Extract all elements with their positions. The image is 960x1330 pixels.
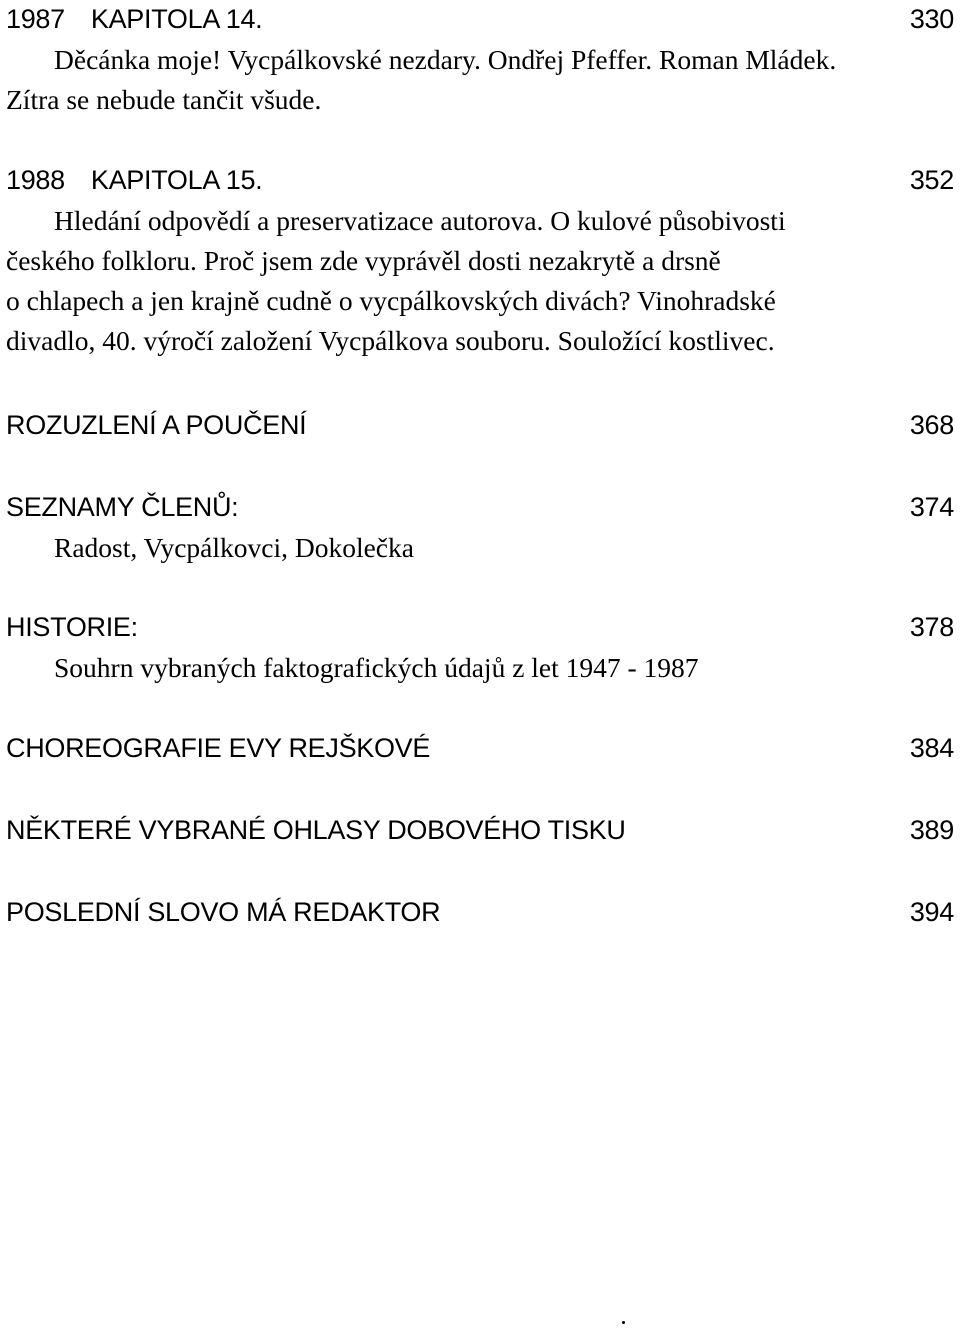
toc-heading-left xyxy=(6,2,262,36)
toc-title: HISTORIE: xyxy=(6,612,138,642)
toc-heading xyxy=(6,2,954,36)
toc-heading xyxy=(6,813,954,847)
toc-page-number: 378 xyxy=(909,612,954,642)
toc-title: KAPITOLA 15. xyxy=(90,165,263,195)
toc-heading xyxy=(6,490,954,524)
toc-entry-rozuzleni xyxy=(6,408,954,442)
toc-title: SEZNAMY ČLENŮ: xyxy=(6,492,239,522)
toc-entry-choreografie xyxy=(6,731,954,765)
toc-description-line: Hledání odpovědí a preservatizace autorova. O kulové působivosti xyxy=(54,205,786,236)
toc-entry-seznamy xyxy=(6,490,954,568)
toc-description-line: Děcánka moje! Vycpálkovské nezdary. Ondřej Pfeffer. Roman Mládek. xyxy=(54,44,837,75)
toc-heading xyxy=(6,610,954,644)
toc-title: POSLEDNÍ SLOVO MÁ REDAKTOR xyxy=(6,897,441,927)
toc-title: NĚKTERÉ VYBRANÉ OHLASY DOBOVÉHO TISKU xyxy=(6,815,626,845)
toc-heading-left xyxy=(6,163,262,197)
toc-entry-historie xyxy=(6,610,954,688)
toc-page-number: 374 xyxy=(909,492,954,522)
toc-year: 1988 xyxy=(6,165,65,195)
toc-description-line: českého folkloru. Proč jsem zde vyprávěl dosti nezakrytě a drsně xyxy=(6,245,721,276)
toc-entry-posledni-slovo xyxy=(6,895,954,929)
toc-page-number: 330 xyxy=(909,4,954,34)
toc-title: KAPITOLA 14. xyxy=(90,4,263,34)
toc-title: ROZUZLENÍ A POUČENÍ xyxy=(6,410,307,440)
toc-entry-ohlasy xyxy=(6,813,954,847)
toc-entry-chapter-14 xyxy=(6,2,954,120)
toc-page-number: 394 xyxy=(909,897,954,927)
toc-heading xyxy=(6,895,954,929)
stray-mark xyxy=(622,1321,625,1324)
toc-title: CHOREOGRAFIE EVY REJŠKOVÉ xyxy=(6,733,431,763)
toc-description-line: Radost, Vycpálkovci, Dokolečka xyxy=(54,532,414,563)
toc-description-line: o chlapech a jen krajně cudně o vycpálkovských divách? Vinohradské xyxy=(6,285,776,316)
toc-description-line: Zítra se nebude tančit všude. xyxy=(6,84,322,115)
toc-heading xyxy=(6,163,954,197)
toc-page-number: 352 xyxy=(909,165,954,195)
toc-page-number: 384 xyxy=(909,733,954,763)
toc-entry-chapter-15 xyxy=(6,163,954,361)
toc-page-number: 368 xyxy=(909,410,954,440)
toc-description-line: divadlo, 40. výročí založení Vycpálkova souboru. Souložící kostlivec. xyxy=(6,325,775,356)
toc-page-number: 389 xyxy=(909,815,954,845)
toc-description-line: Souhrn vybraných faktografických údajů z let 1947 - 1987 xyxy=(54,652,699,683)
toc-heading xyxy=(6,408,954,442)
toc-year: 1987 xyxy=(6,4,65,34)
toc-heading xyxy=(6,731,954,765)
